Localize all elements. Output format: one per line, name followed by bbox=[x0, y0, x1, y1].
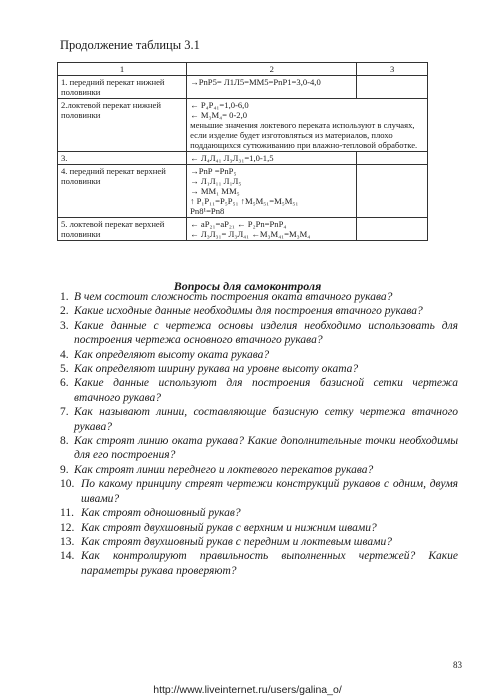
question-number: 6. bbox=[60, 377, 69, 390]
table-row bbox=[58, 152, 428, 165]
table-header-cell: 1 bbox=[58, 63, 187, 76]
question-text: Как строят линию оката рукава? Какие дополнительные точки необходимы для его построения? bbox=[74, 435, 458, 462]
row-label: 5. локтевой перекат верхней половинки bbox=[58, 218, 187, 241]
empty-cell bbox=[357, 165, 428, 218]
page-number: 83 bbox=[453, 660, 462, 670]
table-row bbox=[58, 165, 428, 218]
question-text: По какому принципу стреят чертежи конструкций рукавов с одним, двумя швами? bbox=[81, 478, 458, 505]
question-text: Какие данные с чертежа основы изделия необходимо использовать для построения чертежа основного втачного рукава? bbox=[74, 319, 458, 347]
question-number: 5. bbox=[60, 363, 69, 376]
question-item bbox=[60, 290, 458, 304]
construction-table bbox=[57, 62, 428, 241]
table-row bbox=[58, 218, 428, 241]
question-text: Как называют линии, составляющие базисную сетку чертежа втачного рукава? bbox=[74, 406, 458, 433]
formula-line: → ММ₁ ММ₅ bbox=[190, 186, 240, 196]
question-number: 1. bbox=[60, 291, 69, 303]
table-header-cell: 3 bbox=[357, 63, 428, 76]
formula-cell bbox=[187, 152, 357, 165]
table-caption: Продолжение таблицы 3.1 bbox=[60, 38, 200, 52]
question-item bbox=[60, 362, 458, 376]
questions-list bbox=[60, 290, 458, 578]
formula-line: ← Л₃Л₃₁= Л₃Л₄₁ ←М₃М₄₁=М₃М₄ bbox=[190, 229, 311, 239]
question-item bbox=[60, 304, 458, 318]
formula-line: ← аР₂₁=аР₂₁ ← Р₂Рn=РnР₄ bbox=[190, 219, 287, 229]
formula-line: ← Р₄Р₄₁=1,0-6,0 bbox=[190, 100, 249, 110]
question-number: 12. bbox=[60, 521, 75, 534]
question-number: 11. bbox=[60, 507, 74, 520]
question-text: Как строят двухшовный рукав с верхним и нижним швами? bbox=[81, 521, 377, 534]
question-number: 14. bbox=[60, 550, 75, 563]
question-item bbox=[60, 405, 458, 434]
question-item bbox=[60, 434, 458, 463]
empty-cell bbox=[357, 76, 428, 99]
question-number: 10. bbox=[60, 478, 75, 491]
formula-cell bbox=[187, 99, 428, 152]
section-heading: Вопросы для самоконтроля bbox=[173, 279, 322, 293]
formula-line: ← Л₄Л₄₁ Л₃Л₃₁=1,0-1,5 bbox=[190, 153, 274, 163]
question-item bbox=[60, 463, 458, 477]
question-text: Как определяют высоту оката рукава? bbox=[74, 348, 270, 361]
formula-line: ← М₃М₄= 0-2,0 bbox=[190, 110, 248, 120]
question-text: Как определяют ширину рукава на уровне высоту оката? bbox=[74, 363, 359, 376]
formula-cell bbox=[187, 218, 357, 241]
question-item bbox=[60, 521, 458, 535]
question-text: Какие данные используют для построения базисной сетки чертежа втачного рукава? bbox=[74, 377, 458, 404]
formula-note: меньшие значения локтевого переката используют в случаях, если изделие будет изготовляться из материалов, плохо поддающихся сутюживанию при влажно-тепловой обработке. bbox=[190, 120, 418, 150]
formula-cell bbox=[187, 76, 357, 99]
question-item bbox=[60, 319, 458, 348]
formula-line: ↑ Р₁Р₁₁=Р₅Р₅₁ ↑М₅М₅₁=М₅М₅₁ bbox=[190, 196, 299, 206]
question-number: 2. bbox=[60, 305, 69, 318]
question-item bbox=[60, 535, 458, 549]
question-text: Как строят линии переднего и локтевого перекатов рукава? bbox=[74, 463, 374, 476]
watermark-url[interactable]: http://www.liveinternet.ru/users/galina_o/ bbox=[153, 684, 342, 696]
empty-cell bbox=[357, 218, 428, 241]
row-label: 2.локтевой перекат нижней половинки bbox=[58, 99, 187, 152]
question-text: Как строят одношовный рукав? bbox=[81, 507, 241, 520]
table-row bbox=[58, 76, 428, 99]
question-number: 3. bbox=[60, 319, 69, 332]
formula-line: Рn8¹=Рn8 bbox=[190, 206, 225, 216]
row-label: 4. передний перекат верхней половинки bbox=[58, 165, 187, 218]
question-number: 9. bbox=[60, 463, 69, 476]
question-text: Какие исходные данные необходимы для построения втачного рукава? bbox=[74, 305, 423, 318]
question-number: 8. bbox=[60, 435, 69, 448]
formula-line: → Л₁Л₁₁ Л₁Л₅ bbox=[190, 176, 242, 186]
question-item bbox=[60, 549, 458, 578]
table-header-cell: 2 bbox=[187, 63, 357, 76]
question-item bbox=[60, 506, 458, 520]
row-label: 1. передний перекат нижней половинки bbox=[58, 76, 187, 99]
row-label: 3. bbox=[58, 152, 187, 165]
formula-line: →РnР =РnР₅ bbox=[190, 166, 237, 176]
question-number: 4. bbox=[60, 348, 69, 361]
question-item bbox=[60, 477, 458, 506]
formula-line: →РnР5= Л1Л5=ММ5=РnР1=3,0-4,0 bbox=[190, 77, 321, 87]
question-text: В чем состоит сложность построения оката втачного рукава? bbox=[74, 291, 393, 303]
question-number: 13. bbox=[60, 535, 75, 548]
table-row bbox=[58, 99, 428, 152]
question-item bbox=[60, 376, 458, 405]
question-text: Как контролируют правильность выполненных чертежей? Какие параметры рукава проверяют? bbox=[81, 550, 458, 577]
question-text: Как строят двухшовный рукав с передним и локтевым швами? bbox=[81, 535, 392, 548]
empty-cell bbox=[357, 152, 428, 165]
formula-cell bbox=[187, 165, 357, 218]
table-header-row bbox=[58, 63, 428, 76]
question-number: 7. bbox=[60, 406, 69, 419]
question-item bbox=[60, 348, 458, 362]
